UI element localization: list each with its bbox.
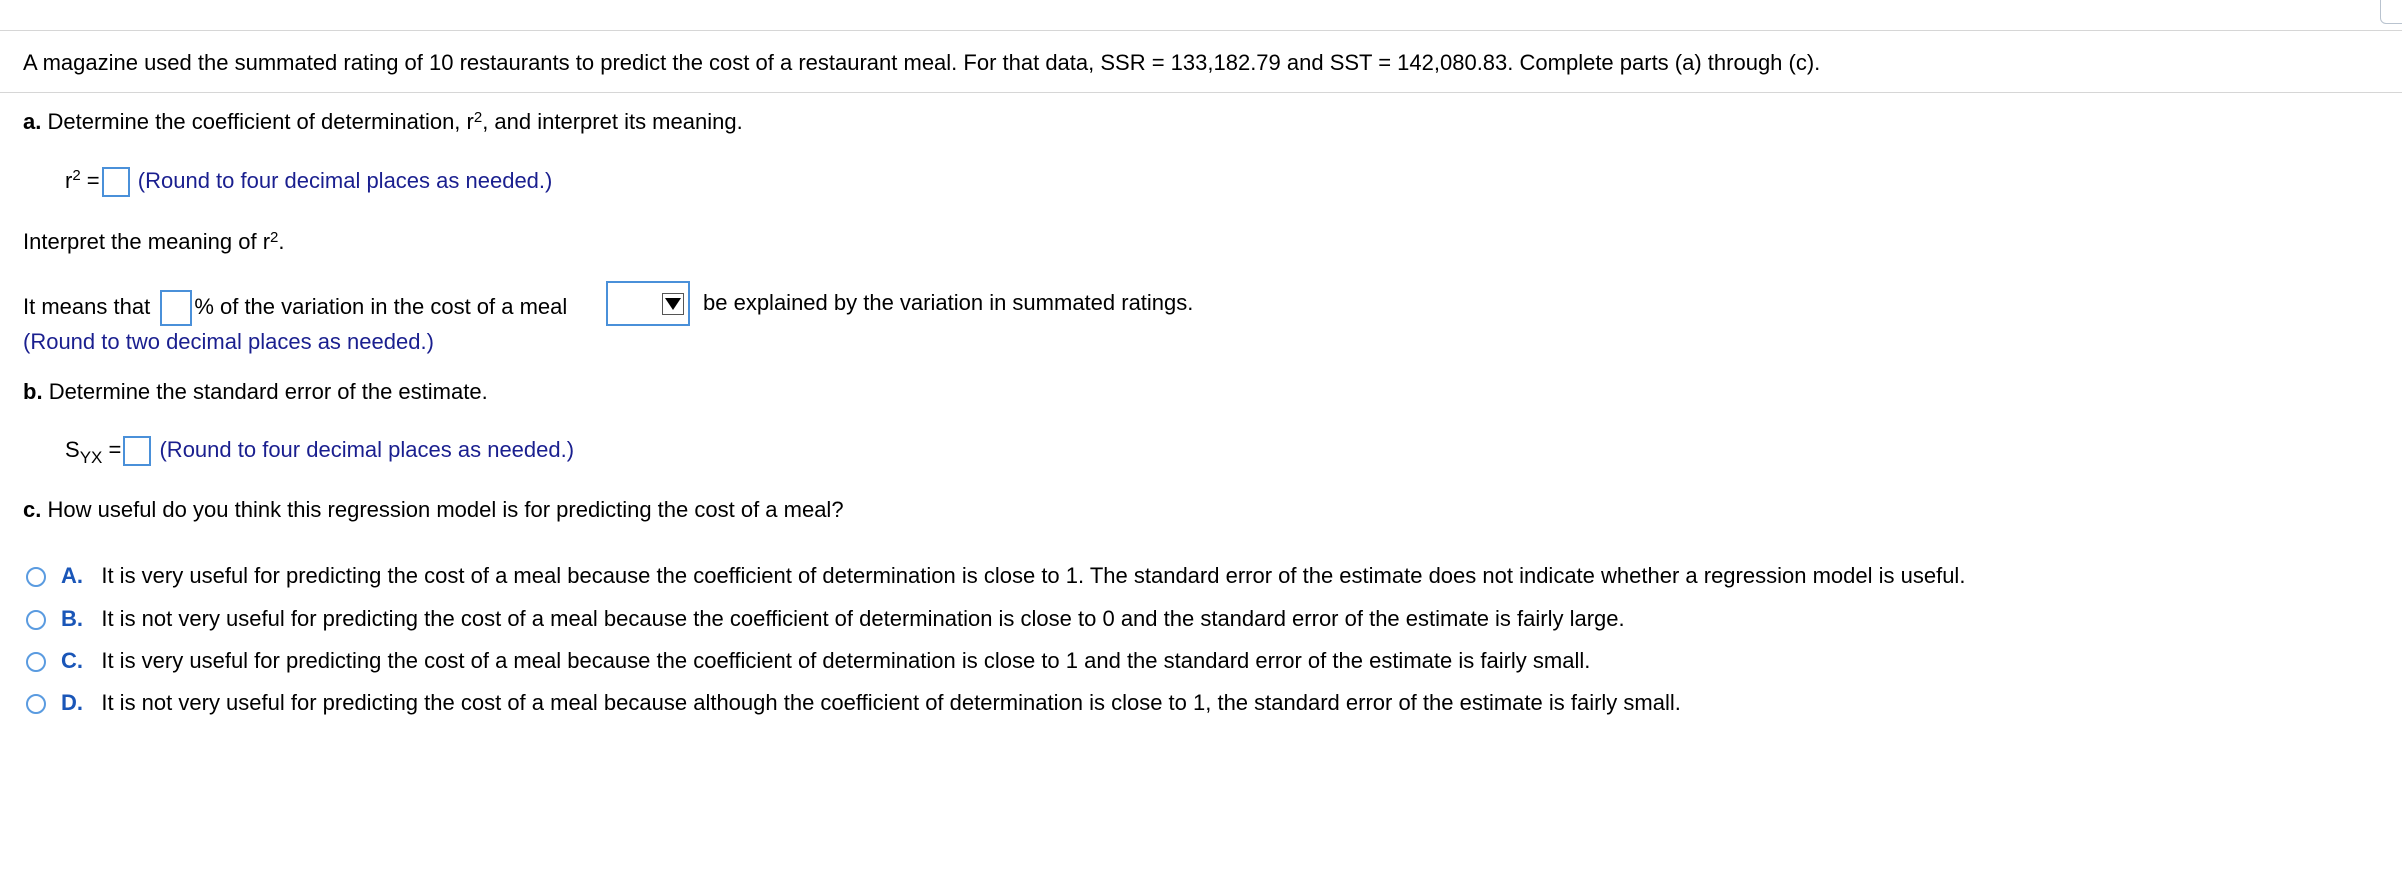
can-cannot-dropdown[interactable] xyxy=(606,281,690,326)
top-divider xyxy=(0,30,2402,31)
r2-symbol: r xyxy=(65,167,73,193)
corner-widget[interactable] xyxy=(2380,0,2402,24)
r2-input[interactable] xyxy=(102,167,130,197)
percent-hint: (Round to two decimal places as needed.) xyxy=(23,329,434,354)
question-divider xyxy=(0,92,2402,93)
syx-row xyxy=(65,436,574,466)
option-b[interactable] xyxy=(61,606,1625,632)
option-c-text: It is very useful for predicting the cost of a meal because the coefficient of determination is close to 1 and the standard error of the estimate is fairly small. xyxy=(101,648,1591,673)
syx-sub: YX xyxy=(79,447,103,467)
part-b-label: b. xyxy=(23,379,43,404)
part-a-prompt-post: , and interpret its meaning. xyxy=(482,109,743,134)
option-a-radio[interactable] xyxy=(26,567,46,587)
part-a-prompt xyxy=(23,109,743,135)
part-a-prompt-sup: 2 xyxy=(473,109,483,126)
option-d[interactable] xyxy=(61,690,1681,716)
part-c-prompt-text: How useful do you think this regression model is for predicting the cost of a meal? xyxy=(47,497,844,522)
r2-sup: 2 xyxy=(72,167,81,184)
option-c-label: C. xyxy=(61,648,83,673)
part-c-prompt xyxy=(23,497,844,523)
means-post: be explained by the variation in summated ratings. xyxy=(703,290,1194,315)
option-d-label: D. xyxy=(61,690,83,715)
option-a[interactable] xyxy=(61,563,1965,589)
option-a-label: A. xyxy=(61,563,83,588)
dropdown-arrow-icon[interactable] xyxy=(662,293,684,315)
r2-row xyxy=(65,167,552,197)
percent-input[interactable] xyxy=(160,290,192,326)
option-c[interactable] xyxy=(61,648,1590,674)
option-d-radio[interactable] xyxy=(26,694,46,714)
option-b-radio[interactable] xyxy=(26,610,46,630)
part-c-label: c. xyxy=(23,497,42,522)
r2-eq: = xyxy=(86,167,100,193)
means-row xyxy=(23,290,567,326)
option-d-text: It is not very useful for predicting the cost of a meal because although the coefficient of determination is close to 1, the standard error of the estimate is fairly small. xyxy=(101,690,1681,715)
option-b-label: B. xyxy=(61,606,83,631)
part-b-prompt xyxy=(23,379,488,405)
interpret-post: . xyxy=(278,229,285,254)
part-b-prompt-text: Determine the standard error of the estimate. xyxy=(48,379,488,404)
interpret-sup: 2 xyxy=(270,229,279,246)
syx-hint: (Round to four decimal places as needed.) xyxy=(159,436,575,462)
r2-hint: (Round to four decimal places as needed.) xyxy=(137,167,553,193)
interpret-text: Interpret the meaning of r xyxy=(23,229,271,254)
means-pre: It means that xyxy=(23,293,151,319)
part-a-label: a. xyxy=(23,109,42,134)
question-text: A magazine used the summated rating of 10 restaurants to predict the cost of a restaurant meal. For that data, SSR = 133,182.79 and SST = 142,080.83. Complete parts (a) through (c). xyxy=(23,50,1821,75)
syx-symbol: S xyxy=(65,436,80,462)
part-a-prompt-text: Determine the coefficient of determination, r xyxy=(47,109,474,134)
option-c-radio[interactable] xyxy=(26,652,46,672)
syx-eq: = xyxy=(108,436,122,462)
option-a-text: It is very useful for predicting the cost of a meal because the coefficient of determination is close to 1. The standard error of the estimate does not indicate whether a regression model is useful. xyxy=(101,563,1966,588)
means-mid: % of the variation in the cost of a meal xyxy=(194,293,568,319)
syx-input[interactable] xyxy=(123,436,151,466)
interpret-heading xyxy=(23,229,285,255)
option-b-text: It is not very useful for predicting the cost of a meal because the coefficient of determination is close to 0 and the standard error of the estimate is fairly large. xyxy=(101,606,1625,631)
